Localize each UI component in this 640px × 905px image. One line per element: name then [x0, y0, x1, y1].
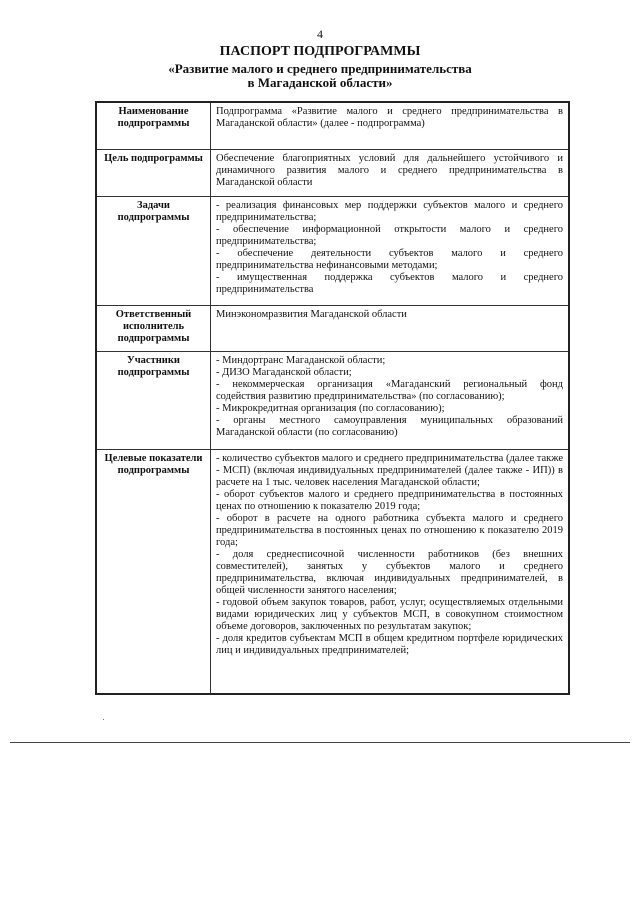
row-value [211, 196, 570, 305]
value-line: - некоммерческая организация «Магаданский региональный фонд содействия развитию предпринимательства» (по согласованию); [216, 378, 563, 402]
row-label: Наименование подпрограммы [96, 102, 211, 149]
row-name [96, 102, 569, 149]
page-number: 4 [317, 27, 323, 41]
value-line: - оборот субъектов малого и среднего предпринимательства в постоянных ценах по отношению к показателю 2019 года; [216, 488, 563, 512]
passport-table [95, 101, 570, 695]
row-value [211, 149, 570, 196]
page-break-rule [10, 742, 630, 743]
value-line: - доля среднесписочной численности работников (без внешних совместителей), занятых у субъектов малого и среднего предпринимательства, включая индивидуальных предпринимателей, в общей численности занятого населения; [216, 548, 563, 596]
value-line: - органы местного самоуправления муниципальных образований Магаданской области (по согласованию) [216, 414, 563, 438]
row-label: Задачи подпрограммы [96, 196, 211, 305]
row-label: Цель подпрограммы [96, 149, 211, 196]
row-indicators [96, 449, 569, 694]
row-label: Ответственный исполнитель подпрограммы [96, 305, 211, 351]
subtitle-line-1: «Развитие малого и среднего предпринимательства [168, 61, 472, 76]
row-value [211, 305, 570, 351]
value-line: - реализация финансовых мер поддержки субъектов малого и среднего предпринимательства; [216, 199, 563, 223]
value-line: - имущественная поддержка субъектов малого и среднего предпринимательства [216, 271, 563, 295]
value-line: - количество субъектов малого и среднего предпринимательства (далее также - МСП) (включая индивидуальных предпринимателей (далее также - ИП)) в расчете на 1 тыс. человек населения Магаданской области; [216, 452, 563, 488]
value-line: - Микрокредитная организация (по согласованию); [216, 402, 445, 414]
value-line: Минэкономразвития Магаданской области [216, 308, 407, 320]
document-subtitle [0, 62, 640, 90]
row-label: Целевые показатели подпрограммы [96, 449, 211, 694]
value-line: Обеспечение благоприятных условий для дальнейшего устойчивого и динамичного развития малого и среднего предпринимательства в Магаданской области [216, 152, 563, 188]
row-participants [96, 351, 569, 449]
row-responsible [96, 305, 569, 351]
row-value [211, 102, 570, 149]
value-line: - обеспечение деятельности субъектов малого и среднего предпринимательства нефинансовыми методами; [216, 247, 563, 271]
scan-speck [103, 719, 104, 720]
value-line: - доля кредитов субъектам МСП в общем кредитном портфеле юридических лиц и индивидуальных предпринимателей; [216, 632, 563, 656]
value-line: Подпрограмма «Развитие малого и среднего предпринимательства в Магаданской области» (далее - подпрограмма) [216, 106, 563, 129]
row-goal [96, 149, 569, 196]
value-line: - годовой объем закупок товаров, работ, услуг, осуществляемых отдельными видами юридических лиц у субъектов МСП, в совокупном стоимостном объеме договоров, заключенных по результатам закупок; [216, 596, 563, 632]
value-line: - ДИЗО Магаданской области; [216, 366, 352, 378]
row-value [211, 351, 570, 449]
row-tasks [96, 196, 569, 305]
value-line: - Миндортранс Магаданской области; [216, 354, 386, 366]
document-title: ПАСПОРТ ПОДПРОГРАММЫ [219, 44, 421, 59]
subtitle-line-2: в Магаданской области» [247, 75, 393, 90]
row-label: Участники подпрограммы [96, 351, 211, 449]
value-line: - оборот в расчете на одного работника субъекта малого и среднего предпринимательства в постоянных ценах по отношению к показателю 2019 года; [216, 512, 563, 548]
row-value [211, 449, 570, 694]
value-line: - обеспечение информационной открытости малого и среднего предпринимательства; [216, 223, 563, 247]
